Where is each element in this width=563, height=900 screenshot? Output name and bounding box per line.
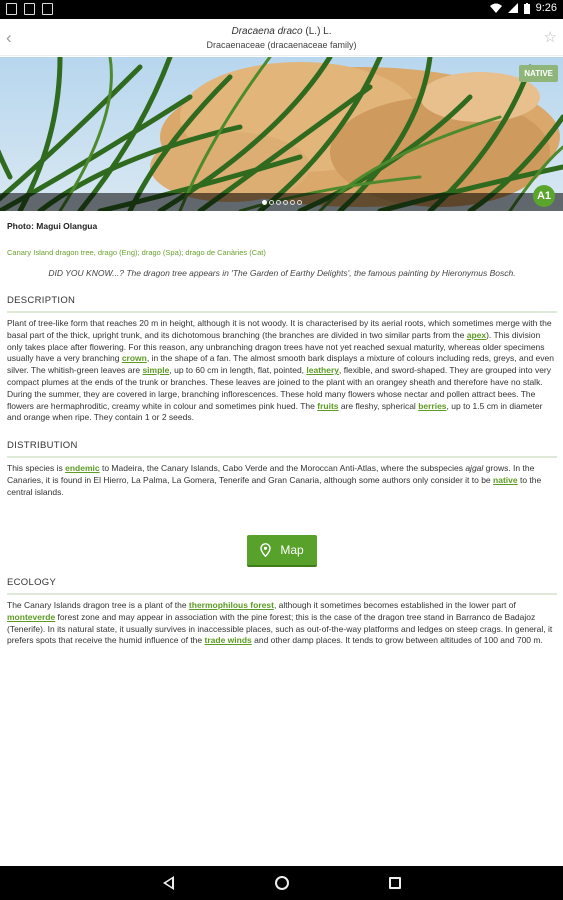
ecology-section <box>7 577 557 647</box>
description-text: Plant of tree-like form that reaches 20 m in height, although it is not woody. It is characterised by its aerial roots, which sometimes merge with the basal part of the thick, upright trunk, and its dichotomous branching (the branches are divided in two similar parts from the apex). This division only takes place after flowering. For this reason, any unbranching dragon trees have not yet reached sexual maturity, whereas older specimens usually have a very branching crown, in the shape of a fan. The almost smooth bark displays a mixture of colours including reds, greys, and even silver. The whitish-green leaves are simple, up to 60 cm in length, flat, pointed, leathery, flexible, and sword-shaped. They are grouped into very compact plumes at the ends of the trunk or branches. These leaves are joined to the plant with an orangey sheath and therefore have no stalk. During the summer, they are covered in large, branching inflorescences. These hold many flowers whose nectar and pollen attract bees. The flowers are hermaphroditic, creamy white in colour and sometimes pink hued. The fruits are fleshy, spherical berries, up to 1.5 cm in diameter and orange when ripe. They contain 1 or 2 seeds. <box>7 318 554 423</box>
level-badge[interactable]: A1 <box>533 185 555 207</box>
nav-recents-icon[interactable] <box>389 877 401 889</box>
section-heading: DISTRIBUTION <box>7 440 557 458</box>
battery-icon <box>524 3 530 14</box>
section-heading: DESCRIPTION <box>7 295 557 313</box>
glossary-link-thermophilous-forest[interactable]: thermophilous forest <box>188 600 274 610</box>
glossary-link-leathery[interactable]: leathery <box>306 365 340 376</box>
glossary-link-apex[interactable]: apex <box>466 329 487 340</box>
native-badge: NATIVE <box>519 65 558 82</box>
nav-back-icon[interactable] <box>163 876 174 890</box>
signal-icon <box>508 3 518 13</box>
status-time: 9:26 <box>535 2 557 14</box>
hero-photo-carousel[interactable] <box>0 57 563 211</box>
photo-credit: Photo: Magui Olangua <box>7 221 98 231</box>
carousel-dot[interactable] <box>276 200 281 205</box>
glossary-link-crown[interactable]: crown <box>121 353 147 364</box>
carousel-dot[interactable] <box>269 200 274 205</box>
carousel-dots <box>262 200 302 205</box>
distribution-section <box>7 440 557 498</box>
dragon-tree-photo <box>0 57 563 211</box>
status-bar <box>0 0 563 19</box>
gallery-notification-icon <box>24 3 35 15</box>
glossary-link-trade-winds[interactable]: trade winds <box>204 635 252 646</box>
carousel-dot[interactable] <box>283 200 288 205</box>
section-heading: ECOLOGY <box>7 577 557 595</box>
app-bar <box>0 19 563 56</box>
ecology-text: The Canary Islands dragon tree is a plant of the thermophilous forest, although it sometimes becomes established in the lower part of monteverde forest zone and may appear in association with the pine forest; this is the case of the dragon tree stand in Barranco de Badajoz (Tenerife). In its natural state, it usually survives in inaccessible places, such as out-of-the-way platforms and ledges on steep crags. In general, it prefers spots that receive the humid influence of the trade winds and other damp places. It tends to grow between altitudes of 100 and 700 m. <box>7 600 553 646</box>
download-notification-icon <box>42 3 53 15</box>
carousel-indicator-bar <box>0 193 563 211</box>
map-button[interactable] <box>247 535 317 567</box>
glossary-link-native[interactable]: native <box>493 474 518 485</box>
family-subtitle: Dracaenaceae (dracaenaceae family) <box>206 40 357 50</box>
map-button-label: Map <box>280 543 304 557</box>
species-content <box>7 216 557 499</box>
common-names: Canary Island dragon tree, drago (Eng); drago (Spa); drago de Canàries (Cat) <box>7 248 266 257</box>
distribution-text: This species is endemic to Madeira, the Canary Islands, Cabo Verde and the Moroccan Anti-Atlas, where the subspecies ajgal grows. In the Canaries, it is found in El Hierro, La Palma, La Gomera, Tenerife and Gran Canaria, although some authors only consider it to be native to the central islands. <box>7 463 542 497</box>
star-icon[interactable]: ☆ <box>543 29 557 46</box>
image-notification-icon <box>6 3 17 15</box>
carousel-dot[interactable] <box>297 200 302 205</box>
notification-icons <box>6 3 53 15</box>
did-you-know: DID YOU KNOW...? The dragon tree appears in 'The Garden of Earthy Delights', the famous painting by Hieronymus Bosch. <box>48 268 516 278</box>
glossary-link-fruits[interactable]: fruits <box>317 400 339 411</box>
carousel-dot[interactable] <box>290 200 295 205</box>
nav-home-icon[interactable] <box>275 876 289 890</box>
author-citation: (L.) L. <box>302 26 332 37</box>
back-arrow-icon[interactable]: ‹ <box>6 28 12 47</box>
system-icons <box>490 2 557 14</box>
species-title <box>0 26 563 37</box>
glossary-link-simple[interactable]: simple <box>142 365 170 376</box>
glossary-link-monteverde[interactable]: monteverde <box>7 611 56 622</box>
map-pin-icon <box>260 543 271 557</box>
description-section <box>7 295 557 424</box>
carousel-dot[interactable] <box>262 200 267 205</box>
scientific-name: Dracaena draco <box>231 26 303 37</box>
wifi-icon <box>490 3 502 13</box>
glossary-link-endemic[interactable]: endemic <box>65 463 100 474</box>
glossary-link-berries[interactable]: berries <box>418 400 447 411</box>
system-nav-bar <box>0 866 563 900</box>
